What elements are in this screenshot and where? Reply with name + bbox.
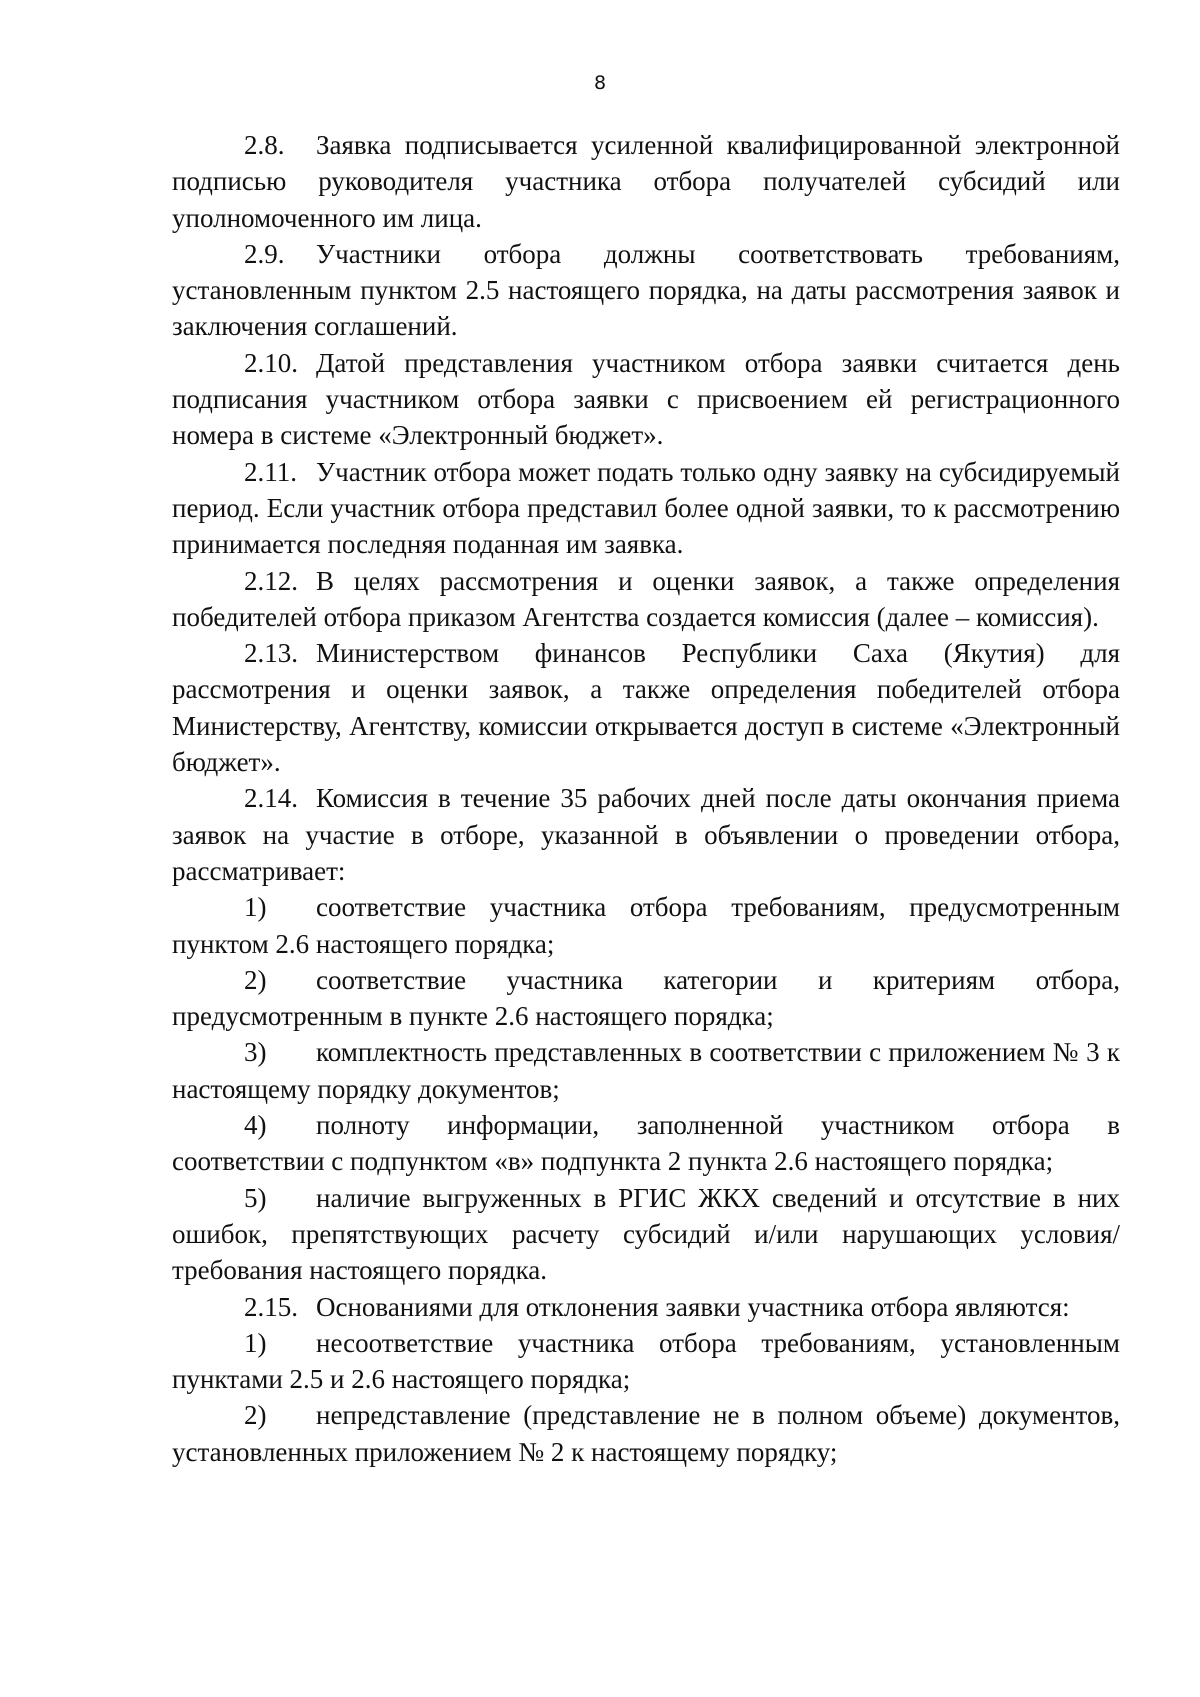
paragraph-2-10: [172, 345, 1120, 454]
paragraph-number: 2.12.: [244, 565, 298, 596]
list-item-number: 1): [244, 1327, 267, 1358]
list-item-2-14-5: [172, 1180, 1120, 1289]
paragraph-number: 2.14.: [244, 783, 298, 814]
paragraph-number: 2.13.: [244, 638, 298, 669]
list-item-2-14-1: [172, 889, 1120, 962]
paragraph-text: В целях рассмотрения и оценки заявок, а также определения победителей отбора приказом Агентства создается комиссия (далее – комиссия).: [172, 565, 1120, 632]
paragraph-text: Датой представления участником отбора заявки считается день подписания участником отбора заявки с присвоением ей регистрационного номера в системе «Электронный бюджет».: [172, 347, 1120, 451]
page-number: 8: [593, 72, 607, 94]
paragraph-number: 2.15.: [244, 1291, 298, 1322]
list-item-2-14-3: [172, 1034, 1120, 1107]
list-item-text: несоответствие участника отбора требованиям, установленным пунктами 2.5 и 2.6 настоящего порядка;: [172, 1327, 1120, 1395]
list-item-number: 4): [244, 1110, 267, 1141]
list-item-number: 5): [244, 1182, 267, 1213]
paragraph-text: Основаниями для отклонения заявки участника отбора являются:: [316, 1291, 1070, 1322]
list-item-text: соответствие участника отбора требованиям, предусмотренным пунктом 2.6 настоящего порядка;: [172, 892, 1120, 959]
paragraph-2-9: [172, 236, 1120, 345]
list-item-number: 2): [244, 964, 267, 995]
list-item-2-14-4: [172, 1107, 1120, 1180]
paragraph-text: Участники отбора должны соответствовать требованиям, установленным пунктом 2.5 настоящего порядка, на даты рассмотрения заявок и заключения соглашений.: [172, 238, 1120, 342]
paragraph-number: 2.10.: [244, 347, 298, 378]
paragraph-text: Министерством финансов Республики Саха (Якутия) для рассмотрения и оценки заявок, а также определения победителей отбора Министерству, Агентству, комиссии открывается доступ в системе «Электронный бюджет».: [172, 638, 1120, 778]
paragraph-number: 2.9.: [244, 238, 285, 269]
paragraph-2-13: [172, 635, 1120, 780]
list-item-text: комплектность представленных в соответствии с приложением № 3 к настоящему порядку документов;: [172, 1037, 1120, 1104]
paragraph-number: 2.11.: [244, 456, 297, 487]
list-item-text: непредставление (представление не в полном объеме) документов, установленных приложением № 2 к настоящему порядку;: [172, 1400, 1120, 1467]
paragraph-2-14: [172, 780, 1120, 889]
list-item-2-14-2: [172, 962, 1120, 1035]
document-body: [172, 127, 1120, 1470]
list-item-number: 3): [244, 1037, 267, 1068]
paragraph-text: Участник отбора может подать только одну заявку на субсидируемый период. Если участник отбора представил более одной заявки, то к рассмотрению принимается последняя поданная им заявка.: [172, 456, 1120, 560]
paragraph-2-11: [172, 454, 1120, 563]
paragraph-2-8: [172, 127, 1120, 236]
list-item-text: наличие выгруженных в РГИС ЖКХ сведений и отсутствие в них ошибок, препятствующих расчету субсидий и/или нарушающих условия/требования настоящего порядка.: [172, 1182, 1120, 1286]
paragraph-2-15: [172, 1289, 1120, 1325]
list-item-number: 1): [244, 892, 267, 923]
list-item-2-15-1: [172, 1325, 1120, 1398]
paragraph-2-12: [172, 563, 1120, 636]
paragraph-text: Комиссия в течение 35 рабочих дней после даты окончания приема заявок на участие в отборе, указанной в объявлении о проведении отбора, рассматривает:: [172, 783, 1120, 886]
list-item-text: соответствие участника категории и критериям отбора, предусмотренным в пункте 2.6 настоящего порядка;: [172, 964, 1120, 1032]
list-item-number: 2): [244, 1400, 267, 1431]
list-item-2-15-2: [172, 1397, 1120, 1470]
paragraph-number: 2.8.: [244, 130, 285, 160]
list-item-text: полноту информации, заполненной участником отбора в соответствии с подпунктом «в» подпункта 2 пункта 2.6 настоящего порядка;: [172, 1110, 1120, 1177]
paragraph-text: Заявка подписывается усиленной квалифицированной электронной подписью руководителя участника отбора получателей субсидий или уполномоченного им лица.: [172, 130, 1120, 233]
